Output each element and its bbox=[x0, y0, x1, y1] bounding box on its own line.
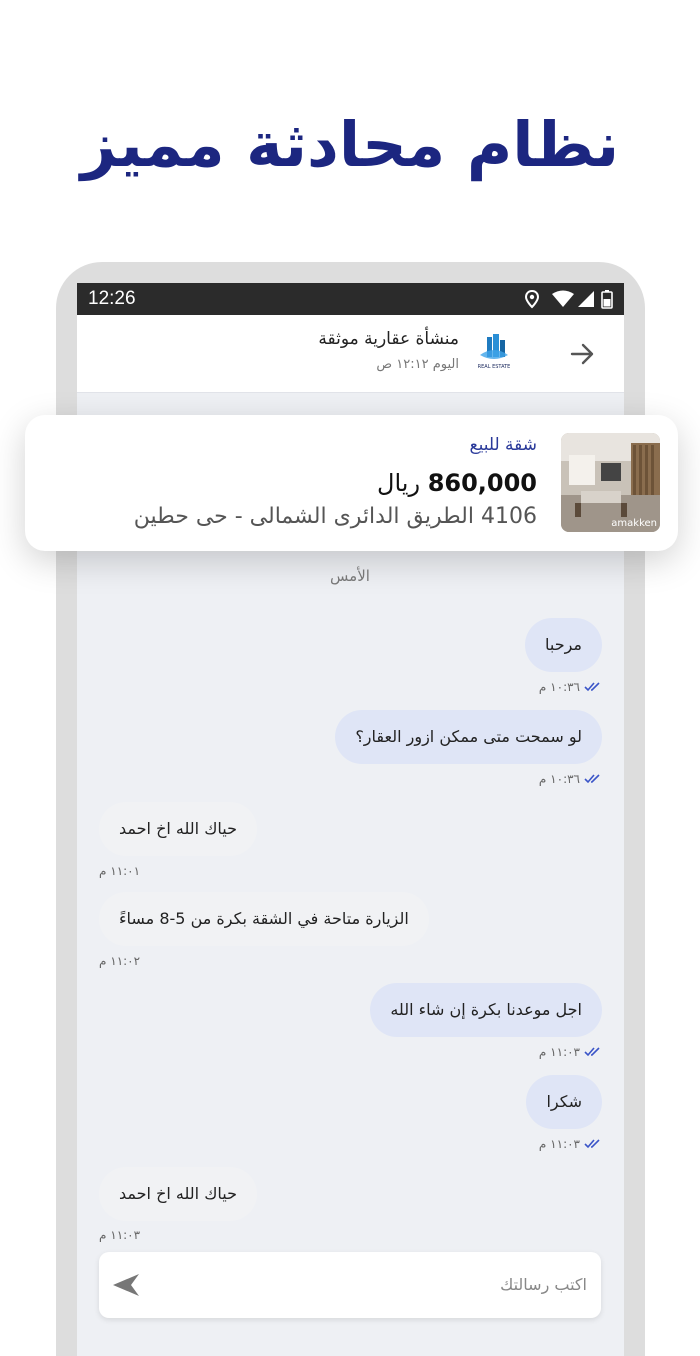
message-time: ١٠:٣٦ م bbox=[538, 680, 580, 694]
message-meta bbox=[99, 864, 140, 878]
listing-type: شقة للبيع bbox=[469, 435, 537, 455]
message-bubble-outgoing[interactable]: مرحبا bbox=[525, 618, 602, 672]
message-input[interactable] bbox=[187, 1252, 587, 1318]
message-bubble-outgoing[interactable]: شكرا bbox=[526, 1075, 602, 1129]
date-separator: الأمس bbox=[330, 567, 370, 585]
promo-headline: نظام محادثة مميز bbox=[80, 108, 620, 181]
message-time: ١٠:٣٦ م bbox=[538, 772, 580, 786]
message-meta bbox=[539, 1045, 602, 1059]
message-bubble-incoming[interactable]: حياك الله اخ احمد bbox=[99, 802, 257, 856]
listing-thumbnail bbox=[561, 433, 660, 532]
battery-icon bbox=[602, 290, 612, 308]
message-composer bbox=[99, 1252, 601, 1318]
org-name: منشأة عقارية موثقة bbox=[318, 329, 459, 349]
wifi-icon bbox=[552, 291, 574, 308]
message-bubble-incoming[interactable]: الزيارة متاحة في الشقة بكرة من 5-8 مساءً bbox=[99, 892, 429, 946]
read-ticks-icon bbox=[584, 1047, 602, 1057]
status-bar bbox=[77, 283, 624, 315]
send-icon[interactable] bbox=[111, 1272, 141, 1298]
listing-price-number: 860,000 bbox=[427, 469, 537, 497]
listing-address: 4106 الطريق الدائرى الشمالى - حى حطين bbox=[133, 504, 537, 529]
message-time: ١١:٠٣ م bbox=[99, 1228, 141, 1242]
message-time: ١١:٠٢ م bbox=[99, 954, 141, 968]
back-arrow-icon[interactable] bbox=[567, 339, 597, 369]
message-time: ١١:٠٣ م bbox=[538, 1137, 580, 1151]
logo-text: REAL ESTATE bbox=[477, 364, 511, 370]
read-ticks-icon bbox=[584, 774, 602, 784]
thumb-watermark: amakken bbox=[611, 518, 657, 529]
listing-price bbox=[377, 469, 537, 497]
message-meta bbox=[99, 1228, 140, 1242]
agency-logo bbox=[474, 331, 514, 375]
message-meta bbox=[99, 954, 140, 968]
message-time: ١١:٠١ م bbox=[99, 864, 141, 878]
org-last-seen: اليوم ١٢:١٢ ص bbox=[376, 357, 459, 372]
message-bubble-outgoing[interactable]: اجل موعدنا بكرة إن شاء الله bbox=[370, 983, 602, 1037]
status-icons bbox=[522, 289, 618, 309]
apartment-photo bbox=[561, 433, 660, 532]
message-time: ١١:٠٣ م bbox=[538, 1045, 580, 1059]
message-meta bbox=[539, 680, 602, 694]
cell-signal-icon bbox=[578, 291, 594, 307]
status-time: 12:26 bbox=[88, 288, 136, 309]
message-bubble-incoming[interactable]: حياك الله اخ احمد bbox=[99, 1167, 257, 1221]
message-meta bbox=[539, 772, 602, 786]
listing-price-currency: ريال bbox=[377, 469, 421, 497]
message-bubble-outgoing[interactable]: لو سمحت متى ممكن ازور العقار؟ bbox=[335, 710, 602, 764]
location-icon bbox=[526, 291, 538, 307]
read-ticks-icon bbox=[584, 682, 602, 692]
chat-app-bar bbox=[77, 315, 624, 393]
message-meta bbox=[539, 1137, 602, 1151]
listing-card[interactable] bbox=[25, 415, 678, 551]
read-ticks-icon bbox=[584, 1139, 602, 1149]
